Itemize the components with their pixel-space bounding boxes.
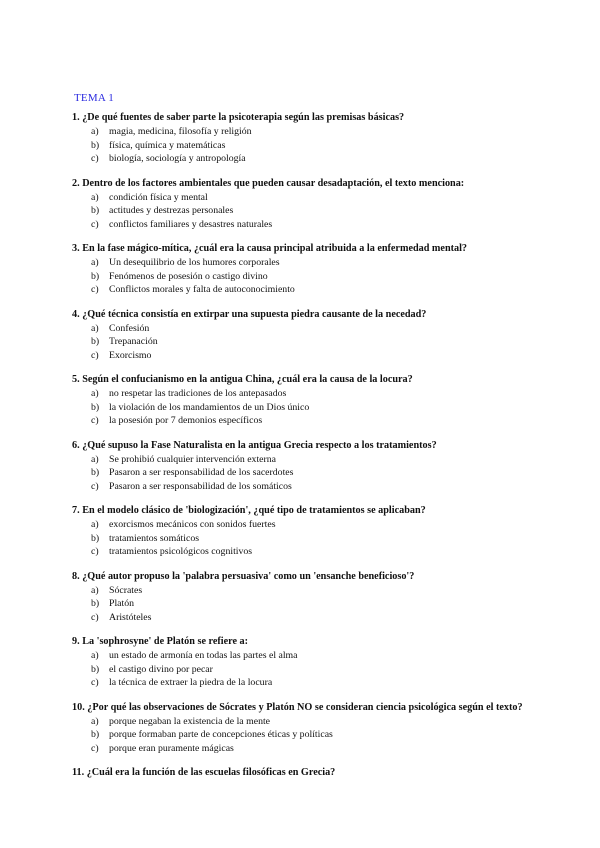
answer-options [72,387,592,428]
option-letter: b) [91,270,100,282]
answer-option-5-1 [72,387,592,401]
option-text: tratamientos somáticos [109,532,200,544]
answer-option-5-2 [72,401,592,415]
answer-option-8-1 [72,584,592,598]
option-text: el castigo divino por pecar [109,663,213,675]
question-5 [72,372,592,428]
option-text: Pasaron a ser responsabilidad de los somáticos [109,480,292,492]
option-letter: a) [91,650,99,661]
question-10 [72,700,592,756]
question-6 [72,438,592,494]
option-text: exorcismos mecánicos con sonidos fuertes [109,519,276,530]
answer-option-8-2 [72,597,592,611]
option-text: Un desequilibrio de los humores corporales [109,257,280,268]
question-text: 3. En la fase mágico-mítica, ¿cuál era la causa principal atribuida a la enfermedad mental? [72,243,468,254]
question-2 [72,176,592,232]
answer-options [72,518,592,559]
option-letter: a) [91,322,99,334]
answer-option-6-2 [72,466,592,480]
question-text: 9. La 'sophrosyne' de Platón se refiere a: [72,636,249,647]
answer-option-2-3 [72,218,592,232]
answer-options [72,715,592,756]
answer-options [72,453,592,494]
option-text: Platón [109,598,135,609]
answer-option-9-2 [72,663,592,677]
option-letter: a) [91,519,99,530]
option-letter: a) [91,453,99,465]
answer-option-7-2 [72,532,592,546]
option-letter: c) [91,153,99,164]
option-text: porque formaban parte de concepciones éticas y políticas [109,729,333,740]
page-title: TEMA 1 [74,92,115,104]
answer-option-3-1 [72,256,592,270]
option-text: Confesión [109,322,150,334]
option-letter: b) [91,598,100,609]
question-3 [72,241,592,297]
option-letter: b) [91,532,100,544]
option-text: condición física y mental [109,191,208,203]
answer-option-10-1 [72,715,592,729]
option-text: porque negaban la existencia de la mente [109,715,271,727]
option-letter: b) [91,467,100,478]
answer-option-7-3 [72,545,592,559]
answer-option-5-3 [72,414,592,428]
option-letter: b) [91,139,100,151]
option-text: actitudes y destrezas personales [109,205,234,216]
answer-option-2-1 [72,191,592,205]
option-letter: b) [91,401,100,413]
option-text: la posesión por 7 demonios específicos [109,415,263,426]
answer-option-10-3 [72,742,592,756]
option-letter: c) [91,677,99,688]
question-7 [72,503,592,559]
answer-option-1-3 [72,152,592,166]
option-text: Pasaron a ser responsabilidad de los sacerdotes [109,467,294,478]
option-text: no respetar las tradiciones de los antepasados [109,388,287,399]
option-letter: a) [91,126,99,137]
option-letter: b) [91,205,100,216]
option-letter: c) [91,480,99,492]
option-letter: a) [91,191,99,203]
option-letter: c) [91,349,99,361]
option-text: Conflictos morales y falta de autoconocimiento [109,284,295,295]
option-text: Trepanación [109,336,158,347]
option-text: un estado de armonía en todas las partes el alma [109,650,298,661]
question-text: 4. ¿Qué técnica consistía en extirpar una supuesta piedra causante de la necedad? [72,308,427,320]
option-text: la violación de los mandamientos de un Dios único [109,401,310,413]
option-text: tratamientos psicológicos cognitivos [109,546,253,557]
answer-option-6-3 [72,480,592,494]
option-letter: b) [91,336,100,347]
question-list [72,110,592,790]
answer-option-6-1 [72,453,592,467]
answer-option-4-1 [72,322,592,336]
answer-options [72,584,592,625]
question-text: 7. En el modelo clásico de 'biologización', ¿qué tipo de tratamientos se aplicaban? [72,505,426,516]
option-letter: c) [91,546,99,557]
option-letter: c) [91,415,99,426]
option-text: física, química y matemáticas [109,139,226,151]
question-4 [72,307,592,363]
option-letter: a) [91,257,99,268]
question-text: 2. Dentro de los factores ambientales que pueden causar desadaptación, el texto menciona: [72,177,465,189]
answer-option-3-2 [72,270,592,284]
question-11 [72,765,592,780]
answer-option-7-1 [72,518,592,532]
answer-option-4-2 [72,335,592,349]
option-text: Se prohibió cualquier intervención externa [109,453,277,465]
answer-option-9-1 [72,649,592,663]
option-letter: a) [91,388,99,399]
question-text: 6. ¿Qué supuso la Fase Naturalista en la antigua Grecia respecto a los tratamientos? [72,439,437,451]
option-letter: a) [91,715,99,727]
option-text: Exorcismo [109,349,152,361]
option-letter: c) [91,742,99,754]
answer-options [72,322,592,363]
answer-options [72,649,592,690]
option-text: porque eran puramente mágicas [109,742,234,754]
answer-option-4-3 [72,349,592,363]
question-1 [72,110,592,166]
option-text: Sócrates [109,584,143,596]
option-letter: c) [91,284,99,295]
option-letter: b) [91,729,100,740]
question-text: 8. ¿Qué autor propuso la 'palabra persuasiva' como un 'ensanche beneficioso'? [72,570,415,582]
option-letter: a) [91,584,99,596]
question-text: 5. Según el confucianismo en la antigua China, ¿cuál era la causa de la locura? [72,374,413,385]
option-text: Fenómenos de posesión o castigo divino [109,270,268,282]
option-text: la técnica de extraer la piedra de la locura [109,677,273,688]
option-letter: c) [91,611,99,623]
question-text: 11. ¿Cuál era la función de las escuelas filosóficas en Grecia? [72,767,336,778]
answer-options [72,191,592,232]
answer-option-8-3 [72,611,592,625]
question-text: 1. ¿De qué fuentes de saber parte la psicoterapia según las premisas básicas? [72,112,405,123]
answer-option-3-3 [72,283,592,297]
answer-option-1-2 [72,139,592,153]
question-8 [72,569,592,625]
answer-option-9-3 [72,676,592,690]
option-letter: c) [91,218,99,230]
option-letter: b) [91,663,100,675]
option-text: conflictos familiares y desastres naturales [109,218,273,230]
answer-options [72,125,592,166]
answer-option-2-2 [72,204,592,218]
question-9 [72,634,592,690]
option-text: magia, medicina, filosofía y religión [109,126,252,137]
answer-option-10-2 [72,728,592,742]
option-text: Aristóteles [109,611,152,623]
question-text: 10. ¿Por qué las observaciones de Sócrates y Platón NO se consideran ciencia psicológica según el texto? [72,701,523,713]
answer-options [72,256,592,297]
answer-option-1-1 [72,125,592,139]
option-text: biología, sociología y antropología [109,153,246,164]
